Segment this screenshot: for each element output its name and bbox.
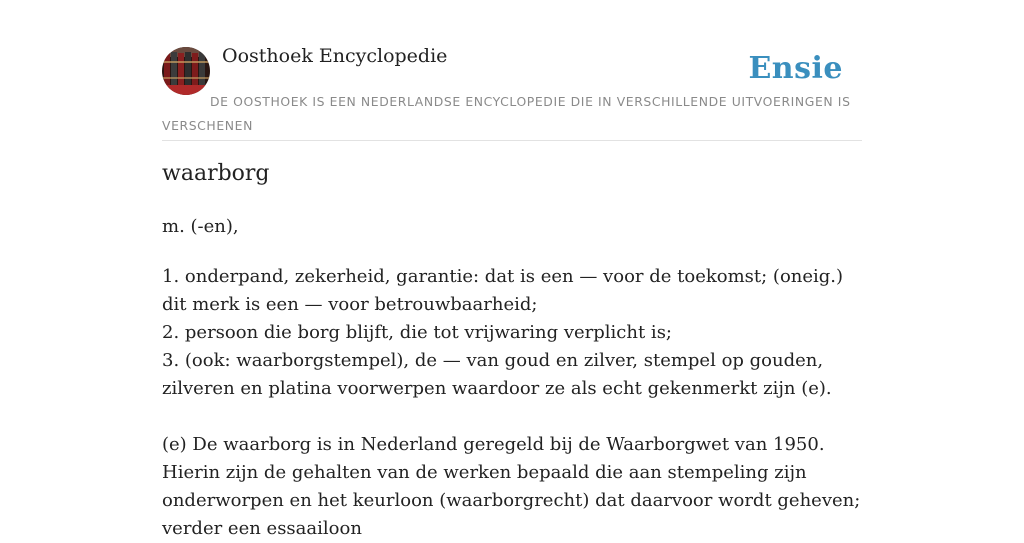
definition-item: 1. onderpand, zekerheid, garantie: dat is een — voor de toekomst; (oneig.) dit merk is een — voor betrouwbaarheid; [162, 266, 844, 315]
brand-logo[interactable]: Ensie [748, 51, 843, 86]
definition-item: 2. persoon die borg blijft, die tot vrijwaring verplicht is; [162, 322, 672, 343]
definition-item: 3. (ook: waarborgstempel), de — van goud en zilver, stempel op gouden, zilveren en platina voorwerpen waardoor ze als echt gekenmerkt zijn (e). [162, 350, 832, 399]
entry-note: (e) De waarborg is in Nederland geregeld bij de Waarborgwet van 1950. Hierin zijn de gehalten van de werken bepaald die aan stempeling zijn onderworpen en het keurloon (waarborgrecht) dat daarvoor wordt geheven; verder een essaailoon [162, 434, 861, 539]
entry-body [162, 263, 862, 543]
entry-title: waarborg [162, 161, 270, 186]
site-tagline: DE OOSTHOEK IS EEN NEDERLANDSE ENCYCLOPEDIE DIE IN VERSCHILLENDE UITVOERINGEN IS VERSCHENEN [162, 94, 851, 133]
site-header [162, 0, 862, 141]
site-name[interactable]: Oosthoek Encyclopedie [222, 45, 448, 67]
page [162, 0, 862, 539]
encyclopedia-books-icon[interactable] [162, 47, 210, 95]
entry-grammar: m. (-en), [162, 216, 239, 237]
